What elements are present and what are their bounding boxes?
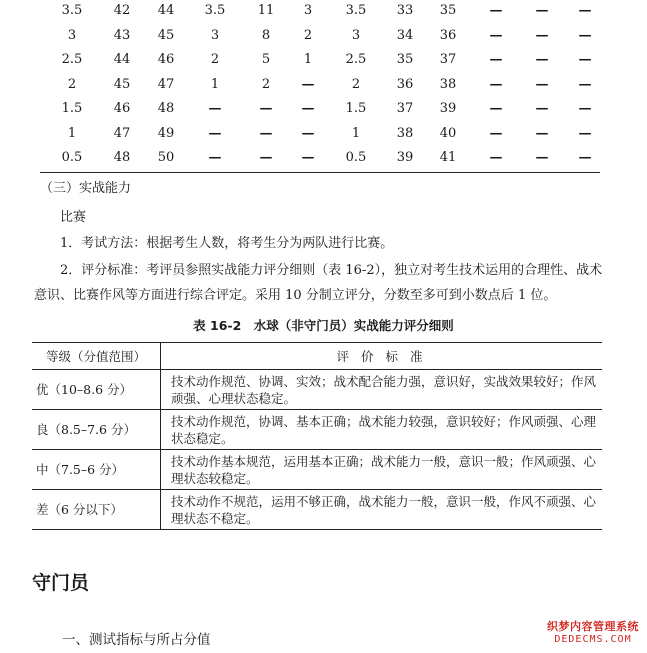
score-cell: 0.5 [61, 150, 83, 165]
score-cell: 1 [210, 76, 220, 92]
score-cell: 2.5 [345, 52, 367, 67]
score-cell: 3 [67, 27, 77, 43]
goalkeeper-subheading: 一、测试指标与所占分值 [62, 632, 211, 648]
score-cell: — [208, 125, 222, 141]
score-cell: 34 [396, 27, 414, 43]
score-row [40, 147, 600, 172]
score-cell: 43 [113, 27, 131, 43]
grade-cell: 差（6 分以下） [32, 490, 161, 530]
score-cell: — [535, 101, 549, 116]
score-cell: 3 [303, 3, 313, 18]
score-cell: — [489, 125, 503, 141]
score-cell: 1 [67, 125, 77, 141]
score-cell: 42 [113, 3, 131, 18]
score-cell: — [578, 27, 592, 43]
score-cell: — [489, 101, 503, 116]
score-cell: 2 [261, 76, 271, 92]
watermark-logo [547, 618, 639, 645]
test-method-paragraph: 1．考试方法：根据考生人数，将考生分为两队进行比赛。 [60, 236, 394, 251]
score-cell: — [578, 3, 592, 18]
score-cell: — [259, 125, 273, 141]
table-row [32, 450, 602, 490]
score-cell: 2 [351, 76, 361, 92]
score-cell: 33 [396, 3, 414, 18]
score-cell: — [489, 150, 503, 165]
score-cell: 44 [157, 3, 175, 18]
score-cell: 47 [113, 125, 131, 141]
score-cell: 37 [439, 52, 457, 67]
score-cell: 1 [303, 52, 313, 67]
score-row [40, 25, 600, 50]
score-cell: 48 [113, 150, 131, 165]
score-cell: 0.5 [345, 150, 367, 165]
score-cell: — [535, 76, 549, 92]
score-cell: 2 [303, 27, 313, 43]
scoring-standard-paragraph: 2．评分标准：考评员参照实战能力评分细则（表 16-2），独立对考生技术运用的合理性、战术意识、比赛作风等方面进行综合评定。采用 10 分制立评分，分数至多可到小数点后 1 位。 [34, 263, 603, 303]
score-cell: 35 [439, 3, 457, 18]
score-row [40, 123, 600, 148]
score-cell: 1.5 [345, 101, 367, 116]
score-cell: 47 [157, 76, 175, 92]
table-row [32, 410, 602, 450]
score-cell: 45 [113, 76, 131, 92]
score-cell: 3 [351, 27, 361, 43]
score-cell: — [208, 150, 222, 165]
score-cell: 2 [210, 52, 220, 67]
score-cell: — [259, 101, 273, 116]
score-cell: 46 [157, 52, 175, 67]
score-cell: 3 [210, 27, 220, 43]
score-cell: 2.5 [61, 52, 83, 67]
score-cell: 46 [113, 101, 131, 116]
score-cell: 38 [396, 125, 414, 141]
score-cell: — [489, 52, 503, 67]
score-cell: — [259, 150, 273, 165]
score-cell: — [535, 150, 549, 165]
score-row [40, 74, 600, 99]
score-cell: 2 [67, 76, 77, 92]
score-row [40, 0, 600, 25]
score-cell: 44 [113, 52, 131, 67]
criteria-cell: 技术动作基本规范，运用基本正确；战术能力一般，意识一般；作风顽强、心理状态较稳定。 [161, 450, 603, 490]
watermark-line2: DEDECMS.COM [554, 634, 632, 645]
score-cell: — [535, 52, 549, 67]
score-cell: — [578, 76, 592, 92]
score-row [40, 49, 600, 74]
score-cell: 5 [261, 52, 271, 67]
score-cell: — [489, 76, 503, 92]
score-cell: — [535, 125, 549, 141]
score-cell: 1 [351, 125, 361, 141]
table-row [32, 490, 602, 530]
score-cell: — [578, 52, 592, 67]
score-cell: — [301, 101, 315, 116]
grade-cell: 中（7.5–6 分） [32, 450, 161, 490]
score-cell: — [578, 101, 592, 116]
score-cell: 39 [396, 150, 414, 165]
criteria-cell: 技术动作规范、协调、实效；战术配合能力强，意识好，实战效果较好；作风顽强、心理状态稳定。 [161, 370, 603, 410]
evaluation-table [32, 342, 602, 530]
score-cell: 41 [439, 150, 457, 165]
score-cell: 49 [157, 125, 175, 141]
score-cell: 39 [439, 101, 457, 116]
table-row [32, 370, 602, 410]
score-cell: — [301, 76, 315, 92]
score-cell: 36 [439, 27, 457, 43]
score-cell: — [489, 3, 503, 18]
score-cell: 50 [157, 150, 175, 165]
score-cell: — [535, 3, 549, 18]
score-cell: — [301, 150, 315, 165]
watermark-line1: 织梦内容管理系统 [547, 620, 639, 633]
score-cell: — [578, 125, 592, 141]
score-cell: 1.5 [61, 101, 83, 116]
score-row [40, 98, 600, 123]
score-cell: 8 [261, 27, 271, 43]
score-cell: 45 [157, 27, 175, 43]
score-table-bottom-rule [40, 172, 600, 173]
score-cell: 3.5 [61, 3, 83, 18]
section-heading-combat: （三）实战能力 [40, 181, 132, 196]
score-cell: 48 [157, 101, 175, 116]
score-cell: — [535, 27, 549, 43]
header-grade: 等级（分值范围） [32, 343, 161, 370]
header-criteria: 评 价 标 准 [161, 343, 603, 370]
score-cell: 36 [396, 76, 414, 92]
score-cell: 40 [439, 125, 457, 141]
goalkeeper-heading: 守门员 [32, 572, 90, 594]
score-cell: 11 [257, 3, 275, 18]
criteria-cell: 技术动作不规范，运用不够正确，战术能力一般，意识一般，作风不顽强、心理状态不稳定。 [161, 490, 603, 530]
score-cell: — [301, 125, 315, 141]
score-cell: 3.5 [204, 3, 226, 18]
score-cell: — [489, 27, 503, 43]
subheading-match: 比赛 [60, 210, 87, 225]
score-cell: — [208, 101, 222, 116]
score-cell: — [578, 150, 592, 165]
score-table [40, 0, 600, 172]
score-cell: 38 [439, 76, 457, 92]
criteria-cell: 技术动作规范，协调、基本正确；战术能力较强，意识较好；作风顽强、心理状态稳定。 [161, 410, 603, 450]
table-header-row [32, 343, 602, 370]
score-cell: 3.5 [345, 3, 367, 18]
score-cell: 35 [396, 52, 414, 67]
grade-cell: 良（8.5–7.6 分） [32, 410, 161, 450]
grade-cell: 优（10–8.6 分） [32, 370, 161, 410]
table-title: 表 16-2 水球（非守门员）实战能力评分细则 [193, 318, 454, 333]
score-cell: 37 [396, 101, 414, 116]
